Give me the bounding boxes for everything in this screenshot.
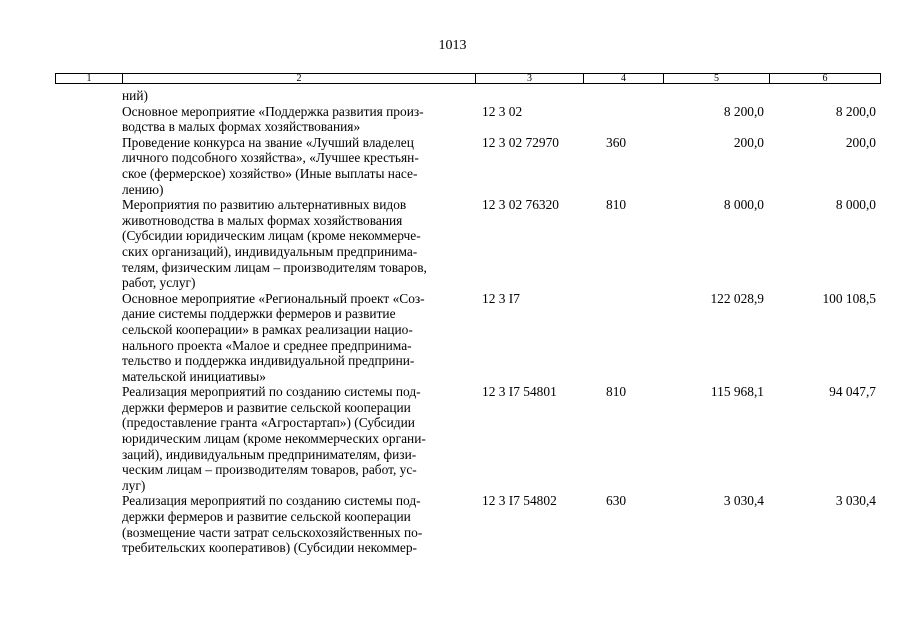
cell-description <box>122 493 475 555</box>
description-line: (возмещение части затрат сельскохозяйственных по- <box>122 524 423 540</box>
table-header <box>55 73 881 84</box>
cell-code: 12 3 I7 54802 <box>482 493 557 509</box>
header-col-4: 4 <box>584 74 664 83</box>
description-line: ское (фермерское) хозяйство» (Иные выплаты насе- <box>122 165 418 181</box>
description-line: водства в малых формах хозяйствования» <box>122 119 361 135</box>
page-number: 1013 <box>438 38 467 53</box>
cell-value-1: 122 028,9 <box>710 290 764 306</box>
header-col-5: 5 <box>664 74 770 83</box>
cell-value-1: 200,0 <box>733 134 764 150</box>
table-row <box>55 384 881 493</box>
description-line: работ, услуг) <box>122 275 196 291</box>
cell-code: 12 3 02 76320 <box>482 197 559 213</box>
description-line: луг) <box>122 477 146 493</box>
cell-description <box>122 88 475 104</box>
cell-index <box>55 291 122 385</box>
description-line: (предоставление гранта «Агростартап») (Субсидии <box>122 415 415 431</box>
description-line: тельство и поддержка индивидуальной предприни- <box>122 353 415 369</box>
description-line: ских организаций), индивидуальным предпринима- <box>122 243 418 259</box>
header-col-1: 1 <box>56 74 123 83</box>
description-line: Основное мероприятие «Поддержка развития произ- <box>122 103 424 119</box>
description-line: телям, физическим лицам – производителям товаров, <box>122 259 427 275</box>
cell-code: 12 3 02 72970 <box>482 134 559 150</box>
description-line: мательской инициативы» <box>122 368 267 384</box>
table-body <box>55 88 881 556</box>
cell-value-1: 115 968,1 <box>710 384 764 400</box>
description-line: ческим лицам – производителям товаров, работ, ус- <box>122 462 417 478</box>
cell-code: 12 3 I7 <box>482 290 520 306</box>
cell-index <box>55 493 122 555</box>
cell-code: 12 3 02 <box>482 103 523 119</box>
cell-type: 810 <box>606 197 627 213</box>
table-row <box>55 104 881 135</box>
cell-index <box>55 197 122 291</box>
cell-index <box>55 384 122 493</box>
description-line: дание системы поддержки фермеров и развитие <box>122 306 396 322</box>
cell-description <box>122 291 475 385</box>
cell-type <box>583 88 663 104</box>
cell-code: 12 3 I7 54801 <box>482 384 557 400</box>
cell-type: 630 <box>606 493 627 509</box>
description-line: Проведение конкурса на звание «Лучший владелец <box>122 134 414 150</box>
description-line: животноводства в малых формах хозяйствования <box>122 212 403 228</box>
cell-value-2: 94 047,7 <box>829 384 876 400</box>
header-col-2: 2 <box>123 74 476 83</box>
description-line: ний) <box>122 88 148 103</box>
cell-index <box>55 104 122 135</box>
description-line: требительских кооперативов) (Субсидии некоммер- <box>122 540 417 556</box>
table-row <box>55 88 881 104</box>
cell-value-1: 8 000,0 <box>723 197 764 213</box>
description-line: нального проекта «Малое и среднее предпринима- <box>122 337 412 353</box>
cell-description <box>122 104 475 135</box>
cell-value-1 <box>663 88 769 104</box>
description-line: Основное мероприятие «Региональный проект «Соз- <box>122 290 425 306</box>
description-line: юридическим лицам (кроме некоммерческих органи- <box>122 431 426 447</box>
cell-value-2: 8 200,0 <box>835 103 876 119</box>
cell-type <box>583 104 663 135</box>
table-row <box>55 197 881 291</box>
description-line: личного подсобного хозяйства», «Лучшее крестьян- <box>122 150 419 166</box>
description-line: Реализация мероприятий по созданию системы под- <box>122 384 421 400</box>
cell-description <box>122 384 475 493</box>
cell-type: 810 <box>606 384 627 400</box>
cell-type: 360 <box>606 134 627 150</box>
description-line: сельской кооперации» в рамках реализации нацио- <box>122 321 413 337</box>
cell-value-2 <box>769 88 881 104</box>
table-row <box>55 135 881 197</box>
cell-value-2: 100 108,5 <box>822 290 876 306</box>
cell-type <box>583 291 663 385</box>
description-line: Мероприятия по развитию альтернативных видов <box>122 197 407 213</box>
description-line: лению) <box>122 181 164 197</box>
cell-index <box>55 135 122 197</box>
cell-description <box>122 135 475 197</box>
cell-code <box>475 88 583 104</box>
description-line: Реализация мероприятий по созданию системы под- <box>122 493 421 509</box>
cell-value-2: 200,0 <box>845 134 876 150</box>
description-line: держки фермеров и развитие сельской кооперации <box>122 509 411 525</box>
description-line: держки фермеров и развитие сельской кооперации <box>122 399 411 415</box>
header-col-6: 6 <box>822 73 828 84</box>
table-row <box>55 493 881 555</box>
description-line: заций), индивидуальным предпринимателям, физи- <box>122 446 417 462</box>
cell-value-2: 3 030,4 <box>835 493 876 509</box>
description-line: (Субсидии юридическим лицам (кроме некоммерче- <box>122 228 421 244</box>
cell-value-1: 8 200,0 <box>723 103 764 119</box>
cell-index <box>55 88 122 104</box>
cell-value-2: 8 000,0 <box>835 197 876 213</box>
table-row <box>55 291 881 385</box>
header-col-3: 3 <box>476 74 584 83</box>
cell-value-1: 3 030,4 <box>723 493 764 509</box>
cell-description <box>122 197 475 291</box>
